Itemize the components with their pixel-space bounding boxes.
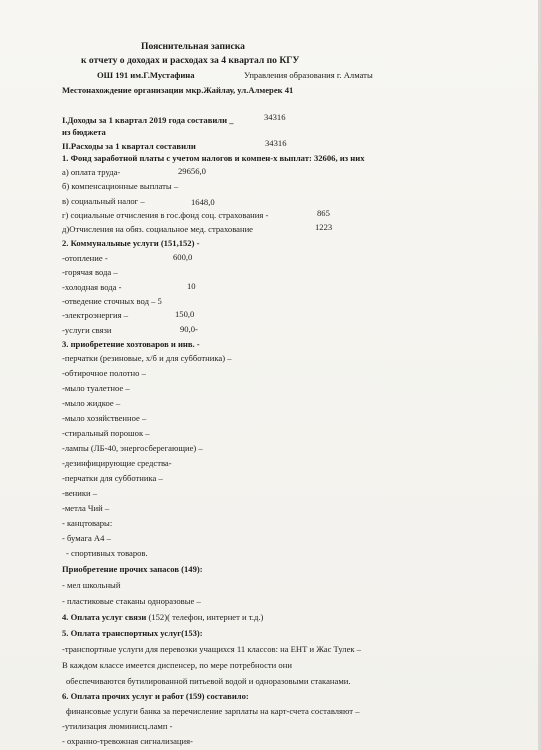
section-3-title: 3. приобретение хозтоваров и инв. - — [62, 339, 200, 349]
s1-e-label: д)Отчисления на обяз. социальное мед. страхование — [62, 224, 253, 234]
income-label: I.Доходы за 1 квартал 2019 года составили _ — [62, 115, 234, 125]
s1-a-label: а) оплата труда- — [62, 167, 121, 177]
s4-title: 4. Оплата услуг связи — [62, 612, 147, 622]
s3-item: -обтирочное полотно – — [62, 368, 146, 378]
s1-d-value: 865 — [317, 208, 330, 218]
s2-heat-value: 600,0 — [173, 252, 193, 262]
s6-item: -утилизация люминисц.ламп - — [62, 721, 173, 731]
s2-comm-value: 90,0- — [180, 324, 198, 334]
s3-item: -лампы (ЛБ-40, энергосберегающие) – — [62, 443, 203, 453]
section-2-title: 2. Коммунальные услуги (151,152) - — [62, 238, 200, 248]
s1-c-value: 1648,0 — [191, 197, 215, 207]
s3-item: -веники – — [62, 488, 98, 498]
s5-line: -транспортные услуги для перевозки учащихся 11 классов: на ЕНТ и Жас Тулек – — [62, 644, 362, 654]
s2-power-value: 150,0 — [175, 309, 195, 319]
doc-subtitle: к отчету о доходах и расходах за 4 квартал по КГУ — [81, 55, 300, 66]
s3-item: -метла Чий – — [62, 503, 110, 513]
s3-item: -мыло туалетное – — [62, 383, 130, 393]
s1-c-label: в) социальный налог – — [62, 196, 145, 206]
s1-b-label: б) компенсационные выплаты – — [62, 181, 179, 191]
section-6-title: 6. Оплата прочих услуг и работ (159) составило: — [62, 691, 249, 701]
s2-sewer: -отведение сточных вод – 5 — [62, 296, 162, 306]
s2-cold-label: -холодная вода - — [62, 282, 122, 292]
s3-item: -мыло хозяйственное – — [62, 413, 147, 423]
section-4-title — [62, 612, 263, 623]
s5-line: обеспечиваются бутилированной питьевой водой и одноразовыми стаканами. — [66, 676, 351, 686]
s6-item: - охранно-тревожная сигнализация- — [62, 736, 193, 746]
section-149-title: Приобретение прочих запасов (149): — [62, 564, 203, 574]
s4-details: (152)( телефон, интернет и т.д.) — [148, 612, 264, 622]
s1-e-value: 1223 — [315, 222, 333, 232]
s2-comm-label: -услуги связи — [62, 325, 112, 335]
s3-item: -мыло жидкое – — [62, 398, 121, 408]
s1-a-value: 29656,0 — [178, 166, 206, 176]
income-source: из бюджета — [62, 127, 106, 137]
s3-item: -стиральный порошок – — [62, 428, 150, 438]
s2-cold-value: 10 — [187, 281, 196, 291]
s3-item: - спортивных товаров. — [66, 548, 148, 558]
expense-value: 34316 — [265, 138, 287, 148]
s2-power-label: -электроэнергия – — [62, 310, 129, 320]
doc-title: Пояснительная записка — [141, 41, 245, 52]
expense-label: II.Расходы за 1 квартал составили — [62, 141, 196, 151]
org-location: Местонахождение организации мкр.Жайлау, ул.Алмерек 41 — [62, 85, 294, 95]
dept-name: Управления образования г. Алматы — [244, 70, 373, 80]
s3-item: - бумага А4 – — [62, 533, 111, 543]
s6-item: финансовые услуги банка за перечисление зарплаты на карт-счета составляют – — [66, 706, 360, 716]
section-1-title: 1. Фонд заработной платы с учетом налогов и компен-х выплат: 32606, из них — [62, 153, 365, 163]
s2-heat-label: -отопление - — [62, 253, 108, 263]
income-value: 34316 — [264, 112, 286, 122]
s1-d-label: г) социальные отчисления в гос.фонд соц. страхования - — [62, 210, 269, 220]
s3-item: -дезинфицирующие средства- — [62, 458, 172, 468]
section-5-title: 5. Оплата транспортных услуг(153): — [62, 628, 203, 638]
org-name: ОШ 191 им.Г.Мустафина — [97, 70, 195, 80]
s2-hot: -горячая вода – — [62, 267, 118, 277]
s3-item: - канцтовары: — [62, 518, 113, 528]
s149-item: - мел школьный — [62, 580, 121, 590]
s3-item: -перчатки (резиновые, х/б и для субботника) – — [62, 353, 232, 363]
s5-line: В каждом классе имеется диспенсер, по мере потребности они — [62, 660, 292, 670]
s149-item: - пластиковые стаканы одноразовые – — [62, 596, 201, 606]
s3-item: -перчатки для субботника – — [62, 473, 163, 483]
